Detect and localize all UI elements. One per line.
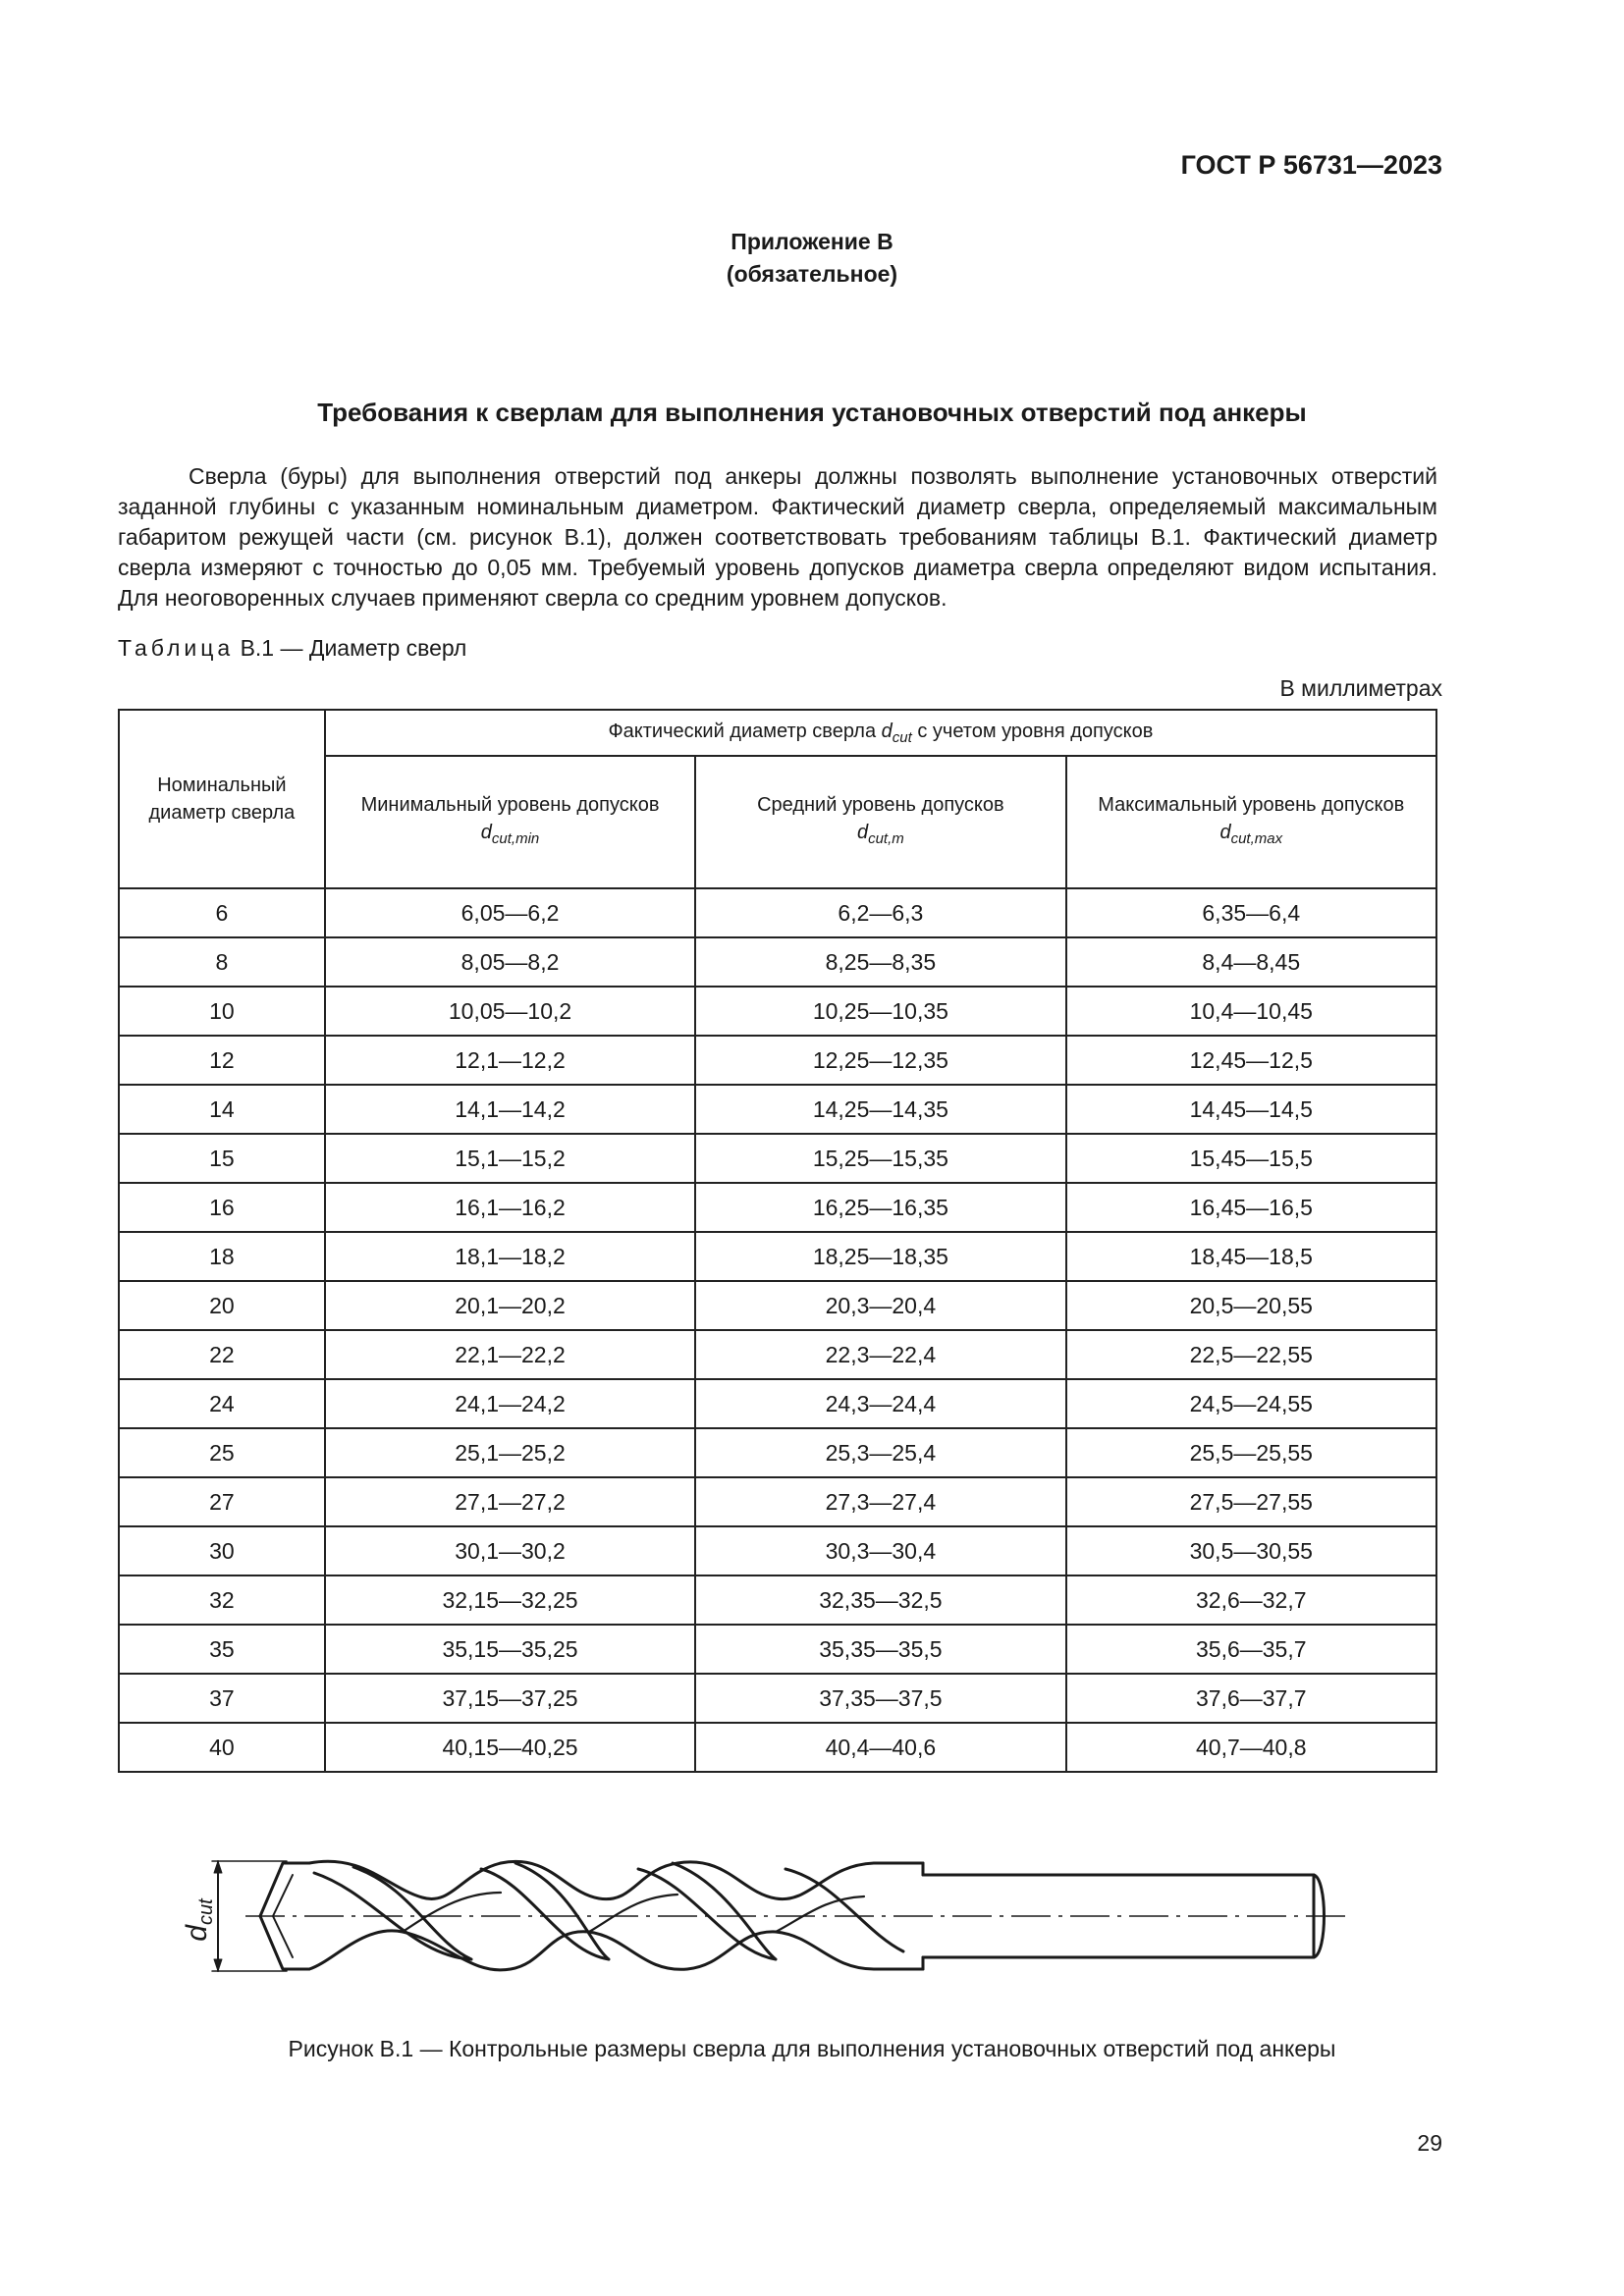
diameter-range-cell: 18,45—18,5 [1066,1232,1436,1281]
drill-body-lower [309,1931,923,1970]
diameter-range-cell: 30,5—30,55 [1066,1526,1436,1575]
nominal-diameter-cell: 25 [119,1428,325,1477]
drill-drawing [177,1834,1434,1991]
diameter-range-cell: 40,15—40,25 [325,1723,695,1772]
diameter-range-cell: 18,1—18,2 [325,1232,695,1281]
diameter-range-cell: 35,35—35,5 [695,1625,1065,1674]
header-col-label: Средний уровень допусков [757,794,1004,816]
diameter-range-cell: 24,3—24,4 [695,1379,1065,1428]
diameter-range-cell: 14,25—14,35 [695,1085,1065,1134]
header-col-sub: cut,min [491,830,540,847]
diameter-range-cell: 10,05—10,2 [325,987,695,1036]
diameter-range-cell: 12,1—12,2 [325,1036,695,1085]
table-row [119,937,1436,987]
diameter-range-cell: 25,3—25,4 [695,1428,1065,1477]
table-row [119,1330,1436,1379]
nominal-diameter-cell: 15 [119,1134,325,1183]
diameter-range-cell: 18,25—18,35 [695,1232,1065,1281]
header-col-symbol: d [1219,822,1231,843]
diameter-range-cell: 24,5—24,55 [1066,1379,1436,1428]
diameter-range-cell: 15,45—15,5 [1066,1134,1436,1183]
header-group-prefix: Фактический диаметр сверла [608,720,877,742]
header-nominal: Номинальный диаметр сверла [119,710,325,888]
drill-flute-1 [314,1867,471,1959]
dimension-arrow-top [214,1861,222,1873]
diameter-range-cell: 6,2—6,3 [695,888,1065,937]
nominal-diameter-cell: 22 [119,1330,325,1379]
table-body [119,888,1436,1772]
diameter-range-cell: 20,1—20,2 [325,1281,695,1330]
svg-text:dcut [181,1897,217,1942]
table-row [119,1379,1436,1428]
table-row [119,1085,1436,1134]
nominal-diameter-cell: 14 [119,1085,325,1134]
table-row [119,1281,1436,1330]
diameter-range-cell: 32,6—32,7 [1066,1575,1436,1625]
diameter-range-cell: 15,1—15,2 [325,1134,695,1183]
diameter-range-cell: 15,25—15,35 [695,1134,1065,1183]
diameter-range-cell: 25,1—25,2 [325,1428,695,1477]
table-row [119,1036,1436,1085]
diameter-range-cell: 10,4—10,45 [1066,987,1436,1036]
table-caption [118,635,466,662]
diameter-range-cell: 27,3—27,4 [695,1477,1065,1526]
diameter-range-cell: 20,3—20,4 [695,1281,1065,1330]
diameter-range-cell: 12,45—12,5 [1066,1036,1436,1085]
diameter-range-cell: 22,3—22,4 [695,1330,1065,1379]
nominal-diameter-cell: 27 [119,1477,325,1526]
drill-figure [177,1834,1434,1991]
drill-flute-3 [638,1863,776,1959]
header-group-suffix: с учетом уровня допусков [917,720,1154,742]
appendix-title: Приложение В [731,229,893,254]
nominal-diameter-cell: 12 [119,1036,325,1085]
header-col-symbol: d [856,822,869,843]
header-group-symbol: d [881,720,893,742]
table-row [119,1674,1436,1723]
nominal-diameter-cell: 18 [119,1232,325,1281]
diameter-range-cell: 10,25—10,35 [695,987,1065,1036]
table-row [119,1723,1436,1772]
nominal-diameter-cell: 32 [119,1575,325,1625]
diameter-range-cell: 6,35—6,4 [1066,888,1436,937]
diameter-range-cell: 6,05—6,2 [325,888,695,937]
diameter-range-cell: 27,1—27,2 [325,1477,695,1526]
header-col-symbol: d [480,822,492,843]
diameter-range-cell: 37,35—37,5 [695,1674,1065,1723]
drill-diameter-table [118,709,1437,1773]
diameter-range-cell: 35,15—35,25 [325,1625,695,1674]
diameter-range-cell: 22,1—22,2 [325,1330,695,1379]
nominal-diameter-cell: 10 [119,987,325,1036]
appendix-heading [0,226,1624,291]
header-col-sub: cut,max [1230,830,1283,847]
diameter-range-cell: 37,15—37,25 [325,1674,695,1723]
dimension-symbol: d [181,1925,213,1942]
diameter-range-cell: 8,25—8,35 [695,937,1065,987]
header-col-label: Минимальный уровень допусков [360,794,660,816]
nominal-diameter-cell: 24 [119,1379,325,1428]
diameter-range-cell: 32,15—32,25 [325,1575,695,1625]
table-row [119,1625,1436,1674]
table-caption-text: В.1 — Диаметр сверл [240,635,467,661]
nominal-diameter-cell: 40 [119,1723,325,1772]
nominal-diameter-cell: 37 [119,1674,325,1723]
diameter-range-cell: 20,5—20,55 [1066,1281,1436,1330]
dimension-arrow-bottom [214,1959,222,1971]
nominal-diameter-cell: 35 [119,1625,325,1674]
nominal-diameter-cell: 6 [119,888,325,937]
diameter-range-cell: 16,1—16,2 [325,1183,695,1232]
header-col-min [325,756,695,888]
table-caption-word: Таблица [118,635,235,661]
table-row [119,1575,1436,1625]
header-col-label: Максимальный уровень допусков [1098,794,1405,816]
diameter-range-cell: 30,3—30,4 [695,1526,1065,1575]
body-paragraph: Сверла (буры) для выполнения отверстий под анкеры должны позволять выполнение установочных отверстий заданной глубины с указанным номинальным диаметром. Фактический диаметр сверла, определяемый максимальным габаритом режущей части (см. рисунок В.1), должен соответствовать требованиям таблицы В.1. Фактический диаметр сверла измеряют с точностью до 0,05 мм. Требуемый уровень допусков диаметра сверла определяют видом испытания. Для неоговоренных случаев применяют сверла со средним уровнем допусков. [118,463,1437,611]
table-row [119,1477,1436,1526]
header-col-sub: cut,m [868,830,904,847]
drill-flute-2 [481,1863,609,1959]
dimension-label [181,1897,217,1942]
table-row [119,888,1436,937]
diameter-range-cell: 25,5—25,55 [1066,1428,1436,1477]
figure-caption: Рисунок В.1 — Контрольные размеры сверла для выполнения установочных отверстий под анкеры [288,2036,1336,2061]
table-units: В миллиметрах [1279,675,1442,701]
diameter-range-cell: 8,05—8,2 [325,937,695,987]
table-row [119,987,1436,1036]
table-row [119,1428,1436,1477]
nominal-diameter-cell: 30 [119,1526,325,1575]
table-row [119,1232,1436,1281]
header-col-max [1066,756,1436,888]
diameter-range-cell: 8,4—8,45 [1066,937,1436,987]
diameter-range-cell: 14,1—14,2 [325,1085,695,1134]
diameter-range-cell: 30,1—30,2 [325,1526,695,1575]
header-group-symbol-sub: cut [892,728,912,746]
diameter-range-cell: 16,45—16,5 [1066,1183,1436,1232]
diameter-range-cell: 40,7—40,8 [1066,1723,1436,1772]
diameter-range-cell: 14,45—14,5 [1066,1085,1436,1134]
diameter-range-cell: 22,5—22,55 [1066,1330,1436,1379]
section-title: Требования к сверлам для выполнения установочных отверстий под анкеры [317,398,1307,427]
header-group [325,710,1436,756]
dimension-symbol-sub: cut [195,1898,217,1925]
table-row [119,1526,1436,1575]
nominal-diameter-cell: 16 [119,1183,325,1232]
diameter-range-cell: 24,1—24,2 [325,1379,695,1428]
nominal-diameter-cell: 20 [119,1281,325,1330]
table-row [119,1183,1436,1232]
diameter-range-cell: 27,5—27,55 [1066,1477,1436,1526]
nominal-diameter-cell: 8 [119,937,325,987]
appendix-status: (обязательное) [726,261,898,287]
diameter-range-cell: 32,35—32,5 [695,1575,1065,1625]
page-number: 29 [1417,2130,1442,2156]
diameter-range-cell: 40,4—40,6 [695,1723,1065,1772]
diameter-range-cell: 37,6—37,7 [1066,1674,1436,1723]
diameter-range-cell: 16,25—16,35 [695,1183,1065,1232]
header-col-mid [695,756,1065,888]
diameter-range-cell: 35,6—35,7 [1066,1625,1436,1674]
table-row [119,1134,1436,1183]
diameter-range-cell: 12,25—12,35 [695,1036,1065,1085]
standard-code: ГОСТ Р 56731—2023 [1180,150,1442,180]
